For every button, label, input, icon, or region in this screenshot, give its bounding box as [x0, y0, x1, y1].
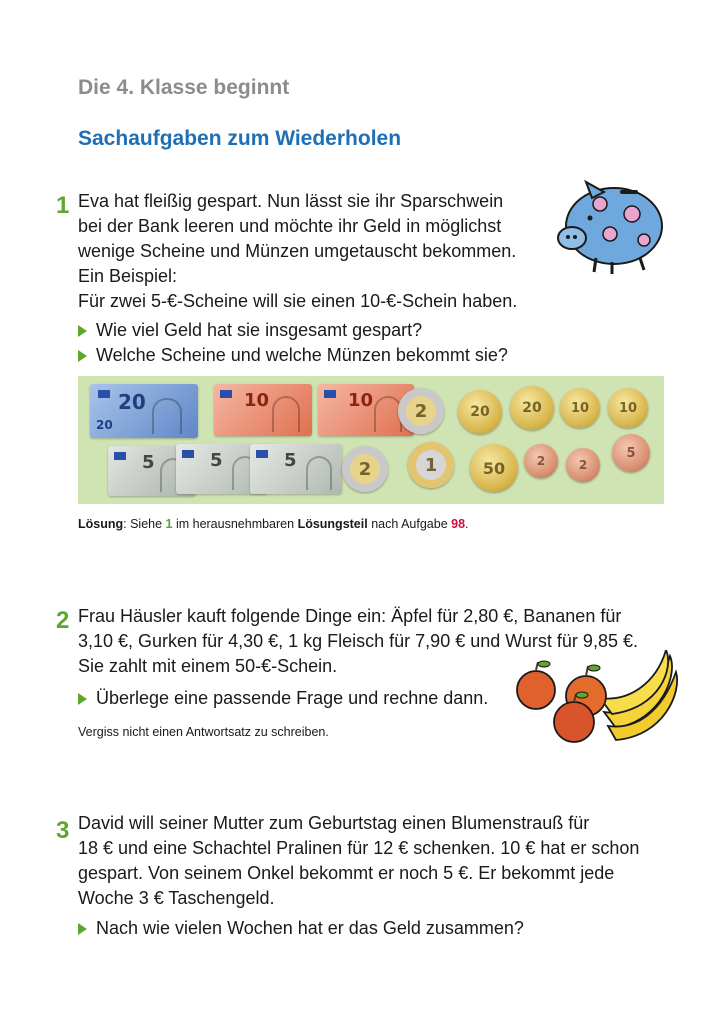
banknote-value: 5 — [142, 452, 155, 473]
task-1-text — [78, 189, 558, 314]
task-1-line-2: bei der Bank leeren und möchte ihr Geld in möglichst — [78, 216, 502, 236]
section-title: Die 4. Klasse beginnt — [78, 76, 290, 99]
banknote-value: 20 — [118, 390, 146, 414]
coin-2-euro: 2 — [398, 388, 444, 434]
task-2-question-1-text: Überlege eine passende Frage und rechne dann. — [96, 688, 489, 708]
page-subtitle: Sachaufgaben zum Wiederholen — [78, 127, 402, 150]
banknote-value: 10 — [348, 390, 374, 411]
solution-reference: Lösung: Siehe 1 im herausnehmbaren Lösungsteil nach Aufgabe 98. — [78, 517, 469, 531]
task-3-line-2: 18 € und eine Schachtel Pralinen für 12 € schenken. 10 € hat er schon — [78, 838, 640, 858]
coin-20-cent: 20 — [458, 390, 502, 434]
coin-1-euro: 1 — [408, 442, 454, 488]
task-2-line-2: 3,10 €, Gurken für 4,30 €, 1 kg Fleisch für 7,90 € und Wurst für 9,85 €. — [78, 631, 638, 651]
piggy-bank-illustration — [548, 160, 666, 278]
task-2-question-1 — [78, 686, 488, 711]
task-1-line-4: Ein Beispiel: — [78, 266, 178, 286]
task-3-line-3: gespart. Von seinem Onkel bekommt er noch 5 €. Er bekommt jede — [78, 863, 615, 883]
coin-2-cent: 2 — [566, 448, 600, 482]
coin-2-euro: 2 — [342, 446, 388, 492]
task-1-question-2-text: Welche Scheine und welche Münzen bekommt sie? — [96, 345, 508, 365]
coin-50-cent: 50 — [470, 444, 518, 492]
eu-flag-icon — [324, 390, 336, 398]
task-number-1: 1 — [56, 192, 70, 219]
task-1-question-2 — [78, 343, 508, 368]
eu-flag-icon — [220, 390, 232, 398]
task-3-question-1 — [78, 916, 524, 941]
task-number-3: 3 — [56, 817, 70, 844]
banknote-10 — [214, 384, 312, 436]
task-2-line-1: Frau Häusler kauft folgende Dinge ein: Äpfel für 2,80 €, Bananen für — [78, 606, 622, 626]
task-3-line-4: Woche 3 € Taschengeld. — [78, 888, 275, 908]
coin-5-cent: 5 — [612, 434, 650, 472]
task-3-line-1: David will seiner Mutter zum Geburtstag einen Blumenstrauß für — [78, 813, 590, 833]
eu-flag-icon — [256, 450, 268, 458]
bullet-triangle-icon — [78, 350, 87, 362]
coin-10-cent: 10 — [608, 388, 648, 428]
task-1-line-3: wenige Scheine und Münzen umgetauscht bekommen. — [78, 241, 517, 261]
task-1-line-5: Für zwei 5-€-Scheine will sie einen 10-€-Schein haben. — [78, 291, 518, 311]
banknote-value: 5 — [210, 450, 223, 471]
banknote-value: 5 — [284, 450, 297, 471]
banknote-5 — [250, 444, 342, 494]
task-1-question-1 — [78, 318, 422, 343]
task-1-line-1: Eva hat fleißig gespart. Nun lässt sie ihr Sparschwein — [78, 191, 504, 211]
task-3-text — [78, 811, 698, 911]
task-2-hint: Vergiss nicht einen Antwortsatz zu schreiben. — [78, 725, 329, 739]
bullet-triangle-icon — [78, 693, 87, 705]
money-illustration — [78, 376, 664, 504]
banknote-value: 10 — [244, 390, 270, 411]
banknote-20: 20 20 — [90, 384, 198, 438]
coin-10-cent: 10 — [560, 388, 600, 428]
bullet-triangle-icon — [78, 923, 87, 935]
task-1-question-1-text: Wie viel Geld hat sie insgesamt gespart? — [96, 320, 423, 340]
task-number-2: 2 — [56, 607, 70, 634]
eu-flag-icon — [98, 390, 110, 398]
bullet-triangle-icon — [78, 325, 87, 337]
task-2-line-3: Sie zahlt mit einem 50-€-Schein. — [78, 656, 338, 676]
coin-20-cent: 20 — [510, 386, 554, 430]
eu-flag-icon — [114, 452, 126, 460]
eu-flag-icon — [182, 450, 194, 458]
coin-2-cent: 2 — [524, 444, 558, 478]
task-3-question-1-text: Nach wie vielen Wochen hat er das Geld zusammen? — [96, 918, 524, 938]
fruit-illustration — [512, 650, 680, 746]
